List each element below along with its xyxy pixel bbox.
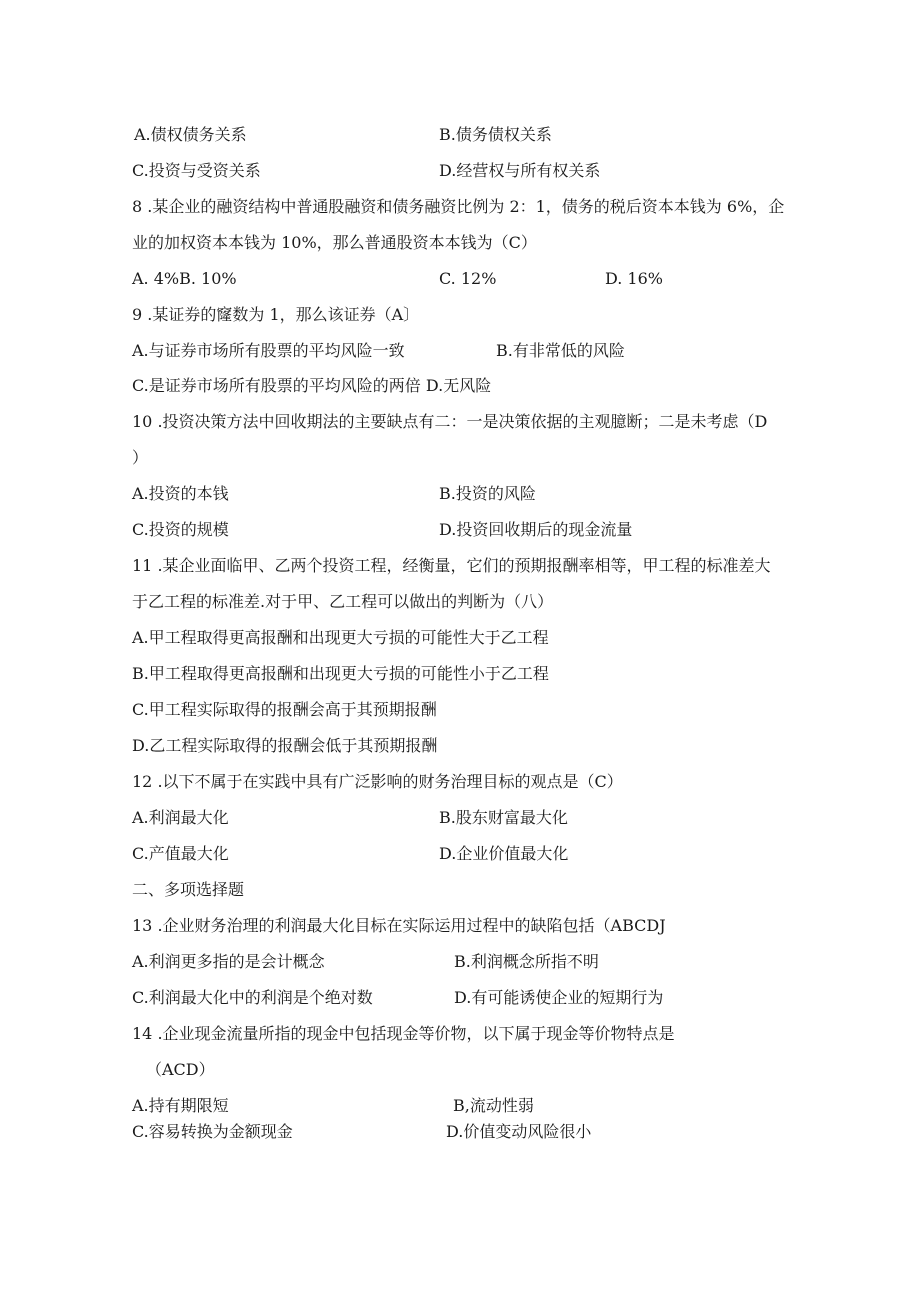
question-12-option-b: B.股东财富最大化 <box>439 808 568 827</box>
question-12-option-d: D.企业价值最大化 <box>439 844 569 863</box>
question-8-options-ab: A. 4%B. 10% <box>132 269 237 288</box>
question-11-line-2: 于乙工程的标准差.对于甲、乙工程可以做出的判断为（八） <box>132 592 554 611</box>
option-c-investment-relation: C.投资与受资关系 <box>132 161 261 180</box>
question-10-option-b: B.投资的风险 <box>439 484 536 503</box>
option-b-debt-relation: B.债务债权关系 <box>439 125 552 144</box>
question-13-option-a: A.利润更多指的是会计概念 <box>132 952 325 971</box>
question-14-option-b: B,流动性弱 <box>453 1096 534 1115</box>
question-10-line-1: 10 .投资决策方法中回收期法的主要缺点有二：一是决策依据的主观臆断；二是未考虑（D <box>132 412 768 431</box>
question-11-option-c: C.甲工程实际取得的报酬会高于其预期报酬 <box>132 700 437 719</box>
question-13-option-d: D.有可能诱使企业的短期行为 <box>454 988 664 1007</box>
question-14-option-c: C.容易转换为金额现金 <box>132 1122 293 1141</box>
question-9-options-cd: C.是证券市场所有股票的平均风险的两倍 D.无风险 <box>132 376 492 395</box>
question-8-option-d: D. 16% <box>605 269 663 288</box>
question-14-option-a: A.持有期限短 <box>132 1096 229 1115</box>
question-13: 13 .企业财务治理的利润最大化目标在实际运用过程中的缺陷包括（ABCDJ <box>132 916 666 935</box>
question-10-option-a: A.投资的本钱 <box>132 484 229 503</box>
question-14-option-d: D.价值变动风险很小 <box>446 1122 592 1141</box>
question-11-option-d: D.乙工程实际取得的报酬会低于其预期报酬 <box>132 736 438 755</box>
question-9: 9 .某证券的窿数为 1，那么该证券（A〕 <box>132 305 420 324</box>
question-10-option-c: C.投资的规模 <box>132 520 229 539</box>
question-9-option-b: B.有非常低的风险 <box>496 341 625 360</box>
option-a-debt-relation: A.债权债务关系 <box>134 125 247 144</box>
question-14-line-2: （ACD） <box>146 1060 215 1079</box>
question-10-option-d: D.投资回收期后的现金流量 <box>439 520 633 539</box>
question-14-line-1: 14 .企业现金流量所指的现金中包括现金等价物，以下属于现金等价物特点是 <box>132 1024 675 1043</box>
section-heading-multiple-choice: 二、多项选择题 <box>132 880 245 899</box>
question-12-option-a: A.利润最大化 <box>132 808 229 827</box>
question-13-option-b: B.利润概念所指不明 <box>454 952 599 971</box>
question-8-option-c: C. 12% <box>439 269 497 288</box>
question-13-option-c: C.利润最大化中的利润是个绝对数 <box>132 988 373 1007</box>
question-11-option-b: B.甲工程取得更高报酬和出现更大亏损的可能性小于乙工程 <box>132 664 549 683</box>
question-11-option-a: A.甲工程取得更高报酬和出现更大亏损的可能性大于乙工程 <box>132 628 549 647</box>
question-12: 12 .以下不属于在实践中具有广泛影响的财务治理目标的观点是（C） <box>132 772 623 791</box>
question-8-line-1: 8 .某企业的融资结构中普通股融资和债务融资比例为 2：1，债务的税后资本本钱为 6%，企 <box>132 197 785 216</box>
question-10-line-2: ） <box>132 448 149 467</box>
question-9-option-a: A.与证券市场所有股票的平均风险一致 <box>132 341 405 360</box>
question-11-line-1: 11 .某企业面临甲、乙两个投资工程，经衡量，它们的预期报酬率相等，甲工程的标准差大 <box>132 556 771 575</box>
question-8-line-2: 业的加权资本本钱为 10%，那么普通股资本本钱为（C） <box>132 233 537 252</box>
question-12-option-c: C.产值最大化 <box>132 844 229 863</box>
option-d-management-relation: D.经营权与所有权关系 <box>439 161 601 180</box>
